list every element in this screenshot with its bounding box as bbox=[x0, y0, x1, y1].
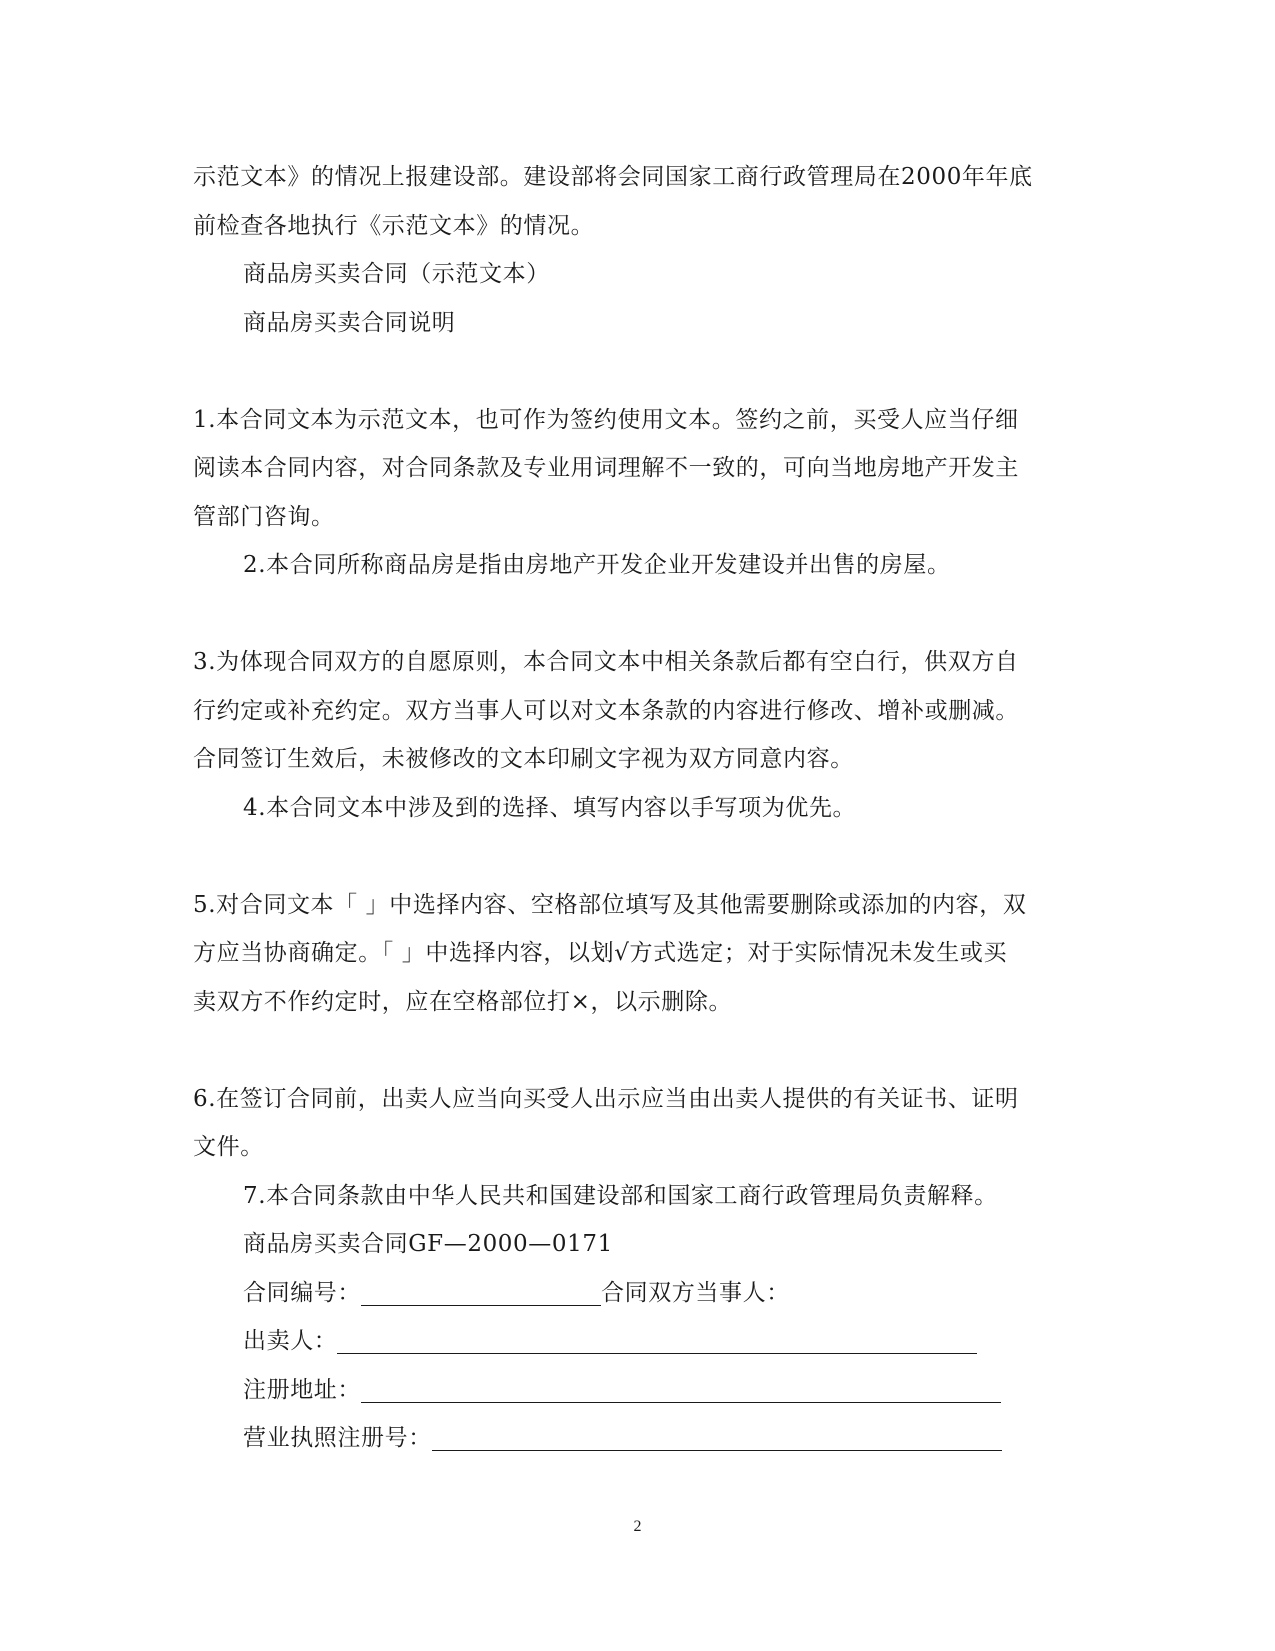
contract-number-label: 合同编号： bbox=[243, 1279, 361, 1306]
section-heading: 商品房买卖合同说明 bbox=[243, 309, 456, 336]
page-number: 2 bbox=[633, 1518, 642, 1535]
spacer bbox=[193, 1026, 1083, 1075]
text-line: 示范文本》的情况上报建设部。建设部将会同国家工商行政管理局在2000年年底 bbox=[193, 164, 1033, 190]
seller-blank[interactable] bbox=[337, 1323, 977, 1354]
registered-address-blank[interactable] bbox=[361, 1372, 1001, 1403]
text-line: 前检查各地执行《示范文本》的情况。 bbox=[193, 212, 595, 239]
parties-label: 合同双方当事人： bbox=[601, 1279, 790, 1306]
spacer bbox=[193, 832, 1083, 881]
spacer bbox=[193, 590, 1083, 639]
document-body bbox=[193, 153, 1083, 1463]
item-1-line: 阅读本合同内容，对合同条款及专业用词理解不一致的，可向当地房地产开发主 bbox=[193, 455, 1019, 481]
item-3-line: 合同签订生效后，未被修改的文本印刷文字视为双方同意内容。 bbox=[193, 746, 854, 772]
item-1-line: 1.本合同文本为示范文本，也可作为签约使用文本。签约之前，买受人应当仔细 bbox=[193, 406, 1019, 433]
registered-address-label: 注册地址： bbox=[243, 1376, 361, 1403]
document-title: 商品房买卖合同（示范文本） bbox=[243, 261, 550, 287]
item-6-line: 文件。 bbox=[193, 1134, 264, 1160]
item-3-line: 行约定或补充约定。双方当事人可以对文本条款的内容进行修改、增补或删减。 bbox=[193, 697, 1019, 724]
item-6-line: 6.在签订合同前，出卖人应当向买受人出示应当由出卖人提供的有关证书、证明 bbox=[193, 1085, 1019, 1112]
item-1-line: 管部门咨询。 bbox=[193, 503, 335, 530]
item-3-line: 3.为体现合同双方的自愿原则，本合同文本中相关条款后都有空白行，供双方自 bbox=[193, 649, 1019, 675]
item-2: 2.本合同所称商品房是指由房地产开发企业开发建设并出售的房屋。 bbox=[243, 552, 951, 578]
contract-code: 商品房买卖合同GF—2000—0171 bbox=[243, 1231, 613, 1257]
seller-label: 出卖人： bbox=[243, 1328, 338, 1354]
contract-number-row bbox=[193, 1269, 1083, 1318]
item-7: 7.本合同条款由中华人民共和国建设部和国家工商行政管理局负责解释。 bbox=[243, 1182, 998, 1209]
item-5-line: 5.对合同文本「 」中选择内容、空格部位填写及其他需要删除或添加的内容，双 bbox=[193, 891, 1027, 918]
registered-address-row bbox=[193, 1366, 1083, 1415]
item-4: 4.本合同文本中涉及到的选择、填写内容以手写项为优先。 bbox=[243, 794, 857, 821]
contract-number-blank[interactable] bbox=[361, 1275, 601, 1306]
business-license-label: 营业执照注册号： bbox=[243, 1425, 432, 1451]
business-license-blank[interactable] bbox=[432, 1420, 1002, 1451]
item-5-line: 卖双方不作约定时，应在空格部位打×，以示删除。 bbox=[193, 988, 733, 1015]
spacer bbox=[193, 347, 1083, 396]
business-license-row bbox=[193, 1414, 1083, 1463]
seller-row bbox=[193, 1317, 1083, 1366]
item-5-line: 方应当协商确定。「 」中选择内容，以划√方式选定；对于实际情况未发生或买 bbox=[193, 940, 1008, 966]
